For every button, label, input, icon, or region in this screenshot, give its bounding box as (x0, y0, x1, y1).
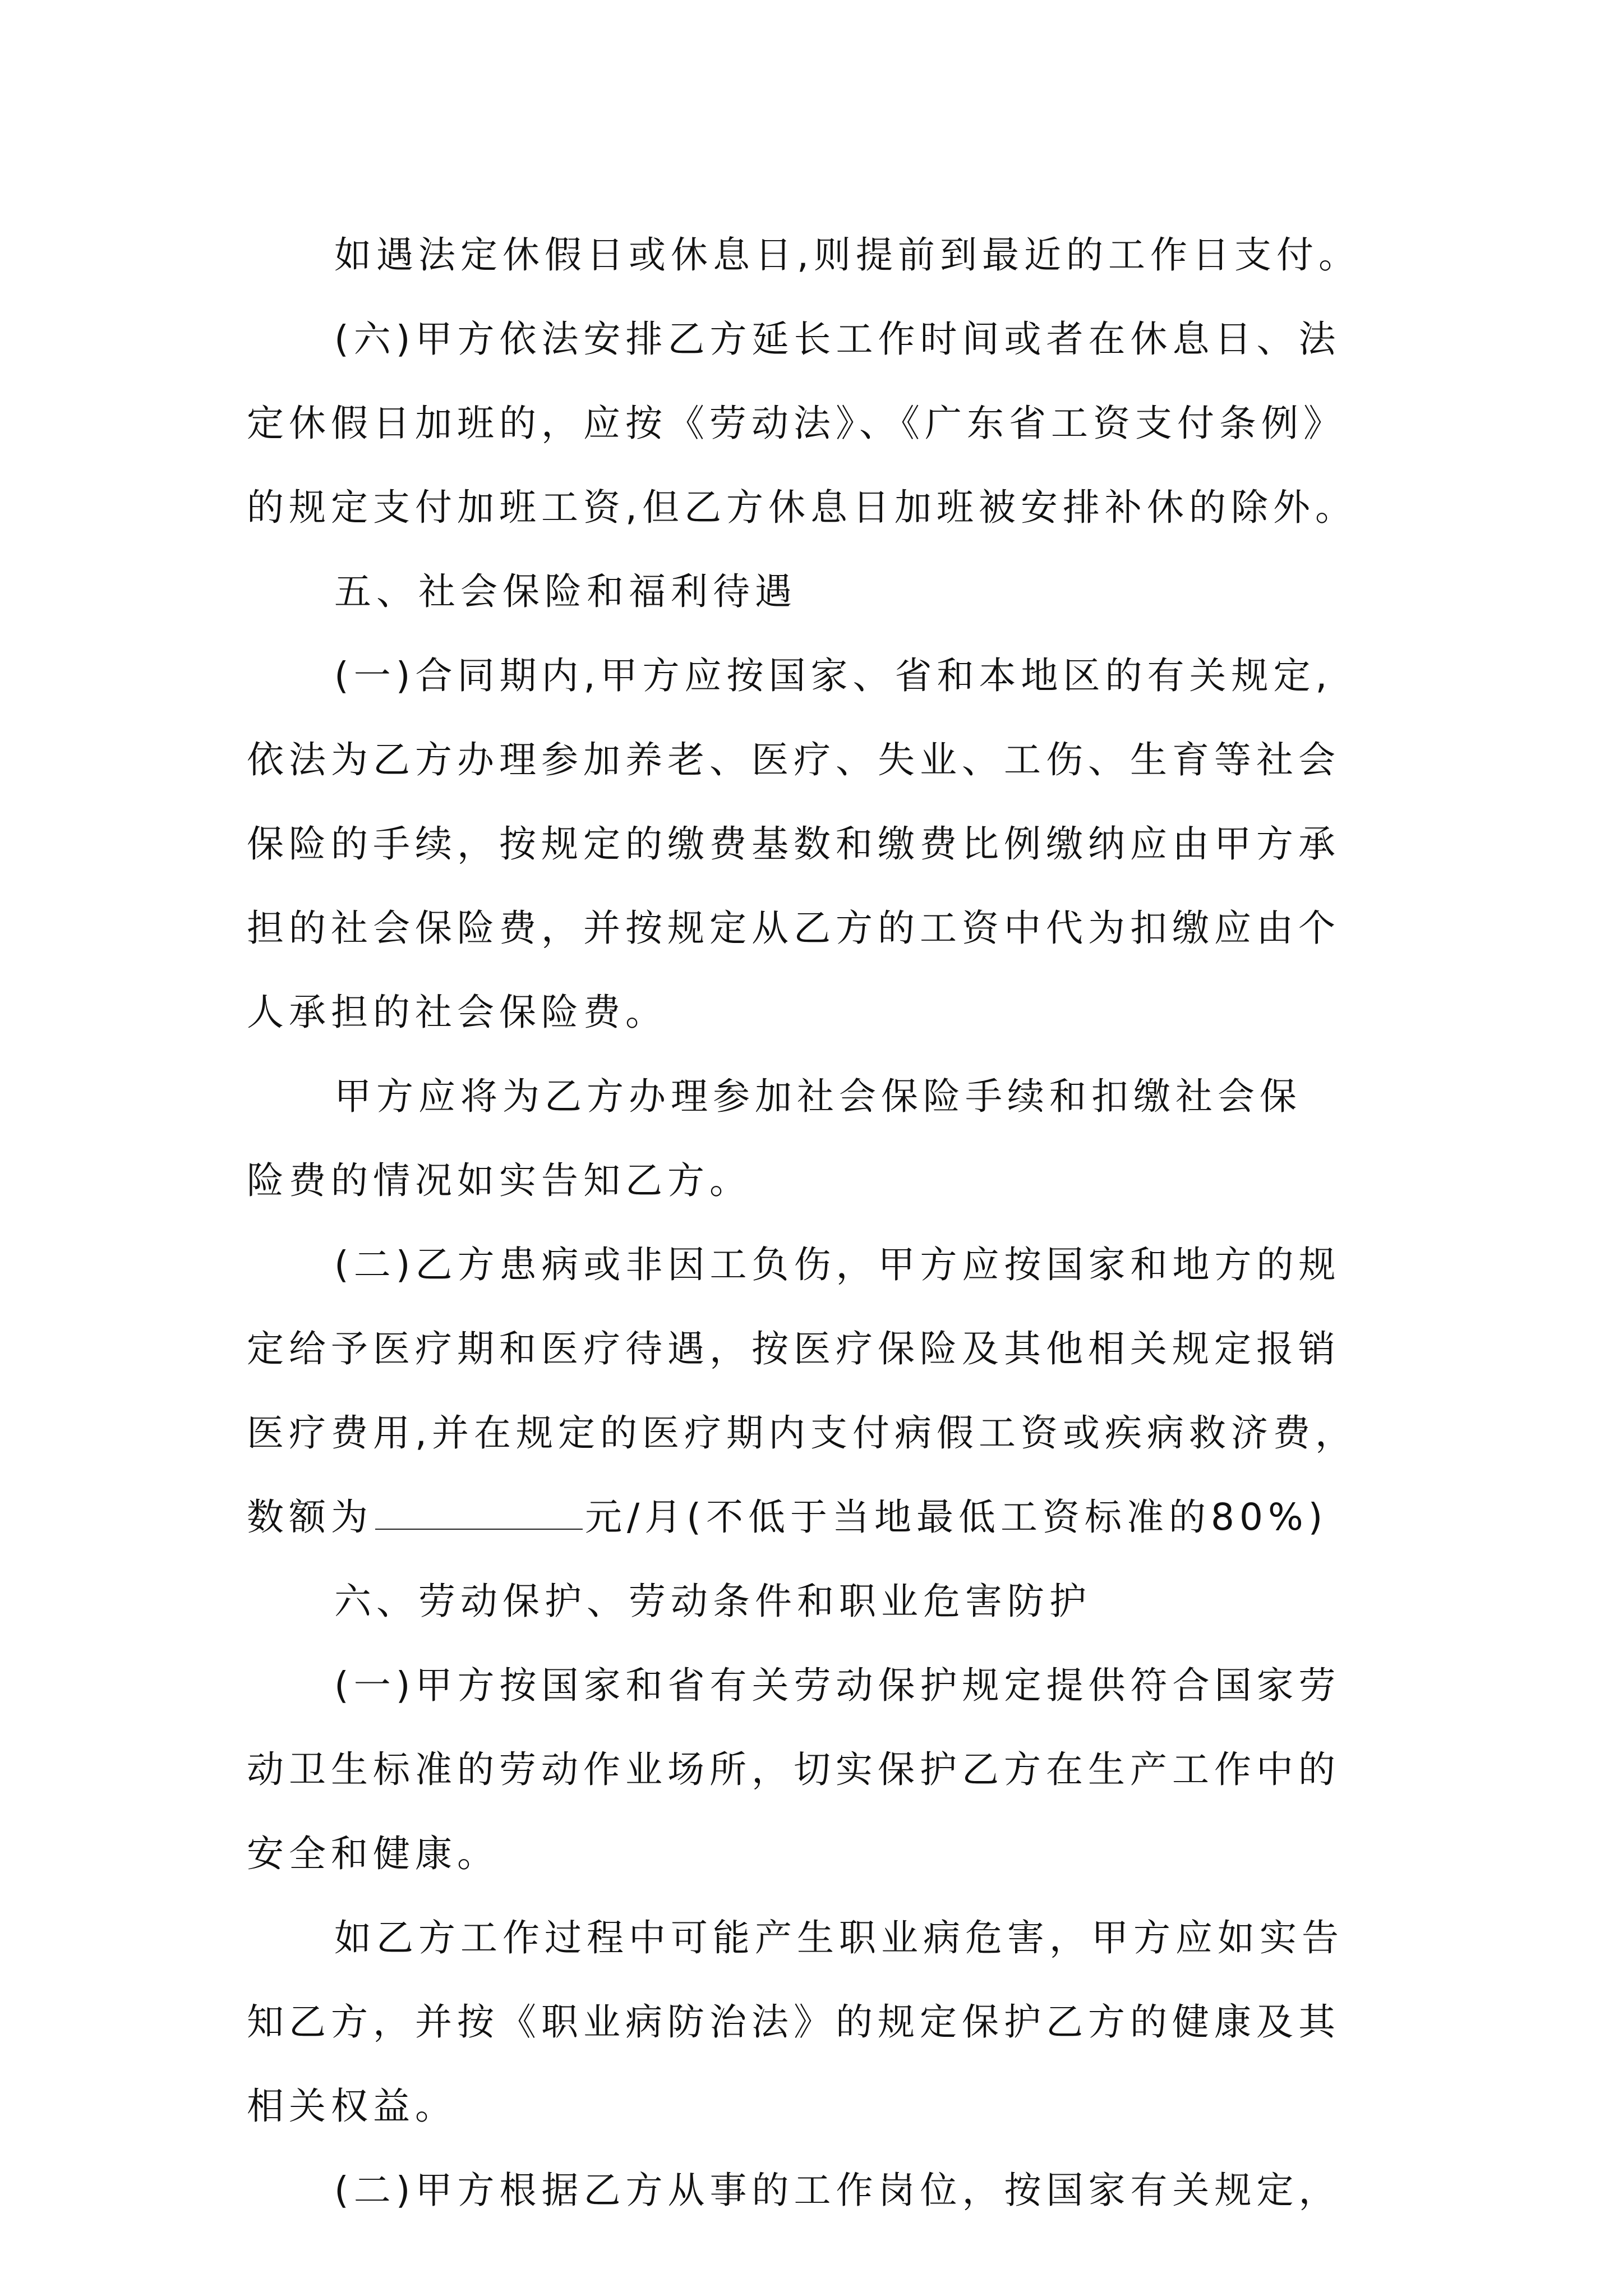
text-line: 如乙方工作过程中可能产生职业病危害，甲方应如实告 (334, 1916, 1344, 1959)
amount-prefix: 数额为 (247, 1496, 373, 1539)
section-heading-6: 六、劳动保护、劳动条件和职业危害防护 (334, 1580, 1091, 1623)
text-line: 的规定支付加班工资,但乙方休息日加班被安排补休的除外。 (247, 486, 1357, 529)
text-line: 医疗费用,并在规定的医疗期内支付病假工资或疾病救济费， (247, 1411, 1357, 1455)
amount-blank-field[interactable] (375, 1496, 583, 1530)
text-line: 人承担的社会保险费。 (247, 991, 667, 1034)
text-line: 险费的情况如实告知乙方。 (247, 1159, 751, 1202)
text-line: 如遇法定休假日或休息日,则提前到最近的工作日支付。 (334, 233, 1361, 277)
text-line: 安全和健康。 (247, 1832, 499, 1875)
text-line: 担的社会保险费，并按规定从乙方的工资中代为扣缴应由个 (247, 907, 1340, 950)
text-line: (二)乙方患病或非因工负伤，甲方应按国家和地方的规 (334, 1243, 1341, 1286)
text-line: 甲方应将为乙方办理参加社会保险手续和扣缴社会保 (334, 1075, 1302, 1118)
text-line: (一)甲方按国家和省有关劳动保护规定提供符合国家劳 (334, 1664, 1341, 1707)
text-line: (一)合同期内,甲方应按国家、省和本地区的有关规定, (334, 654, 1332, 697)
section-heading-5: 五、社会保险和福利待遇 (334, 570, 797, 613)
amount-line (247, 1475, 1391, 1559)
text-line: 定给予医疗期和医疗待遇，按医疗保险及其他相关规定报销 (247, 1327, 1340, 1370)
amount-suffix: 元/月(不低于当地最低工资标准的80%) (585, 1496, 1328, 1539)
text-line: 依法为乙方办理参加养老、医疗、失业、工伤、生育等社会 (247, 738, 1340, 781)
text-line: (六)甲方依法安排乙方延长工作时间或者在休息日、法 (334, 318, 1341, 361)
text-line: (二)甲方根据乙方从事的工作岗位，按国家有关规定， (334, 2169, 1341, 2212)
document-page (247, 213, 1391, 2233)
text-line: 动卫生标准的劳动作业场所，切实保护乙方在生产工作中的 (247, 1748, 1340, 1791)
text-line: 定休假日加班的，应按《劳动法》、《广东省工资支付条例》 (247, 402, 1345, 445)
text-line: 知乙方，并按《职业病防治法》的规定保护乙方的健康及其 (247, 2000, 1340, 2044)
text-line: 保险的手续，按规定的缴费基数和缴费比例缴纳应由甲方承 (247, 822, 1340, 866)
text-line: 相关权益。 (247, 2085, 457, 2128)
